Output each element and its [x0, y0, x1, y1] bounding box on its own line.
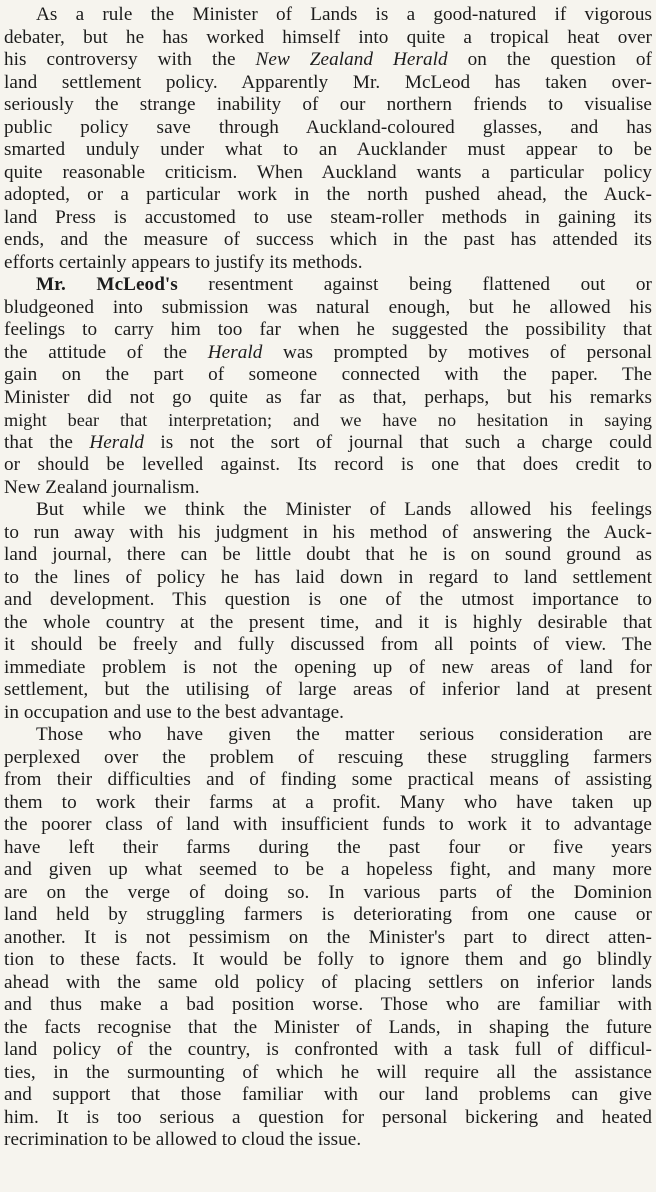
text-line: But while we think the Minister of Lands allowed his feelings: [36, 499, 652, 520]
text-line: and support that those familiar with our land problems can give: [4, 1084, 652, 1105]
text-line: recrimination to be allowed to cloud the issue.: [4, 1129, 362, 1150]
text-line: immediate problem is not the opening up of new areas of land for: [4, 656, 652, 678]
text-line: feelings to carry him too far when he suggested the possibility that: [4, 319, 652, 340]
text-line: the poorer class of land with insufficient funds to work it to advantage: [4, 814, 652, 835]
text-line: land Press is accustomed to use steam-roller methods in gaining its: [4, 206, 652, 228]
text-line: New Zealand journalism.: [4, 476, 200, 498]
text-line: land policy of the country, is confronted with a task full of difficul-: [4, 1039, 652, 1060]
text-line: them to work their farms at a profit. Many who have taken up: [4, 791, 652, 813]
text-line: or should be levelled against. Its record is one that does credit to: [4, 454, 652, 475]
text-line: in occupation and use to the best advantage.: [4, 701, 345, 723]
text-line: bludgeoned into submission was natural enough, but he allowed his: [4, 296, 652, 318]
text-line: have left their farms during the past four or five years: [4, 836, 652, 858]
text-line: his controversy with the New Zealand Herald on the question of: [4, 49, 652, 70]
text-line: the whole country at the present time, and it is highly desirable that: [4, 611, 652, 633]
text-line: and thus make a bad position worse. Those who are familiar with: [4, 994, 652, 1015]
text-line: tion to these facts. It would be folly to ignore them and go blindly: [4, 949, 652, 970]
text-line: adopted, or a particular work in the north pushed ahead, the Auck-: [4, 184, 652, 205]
text-line: might bear that interpretation; and we have no hesitation in saying: [4, 410, 652, 430]
text-line: settlement, but the utilising of large areas of inferior land at present: [4, 679, 652, 700]
text-line: ahead with the same old policy of placing settlers on inferior lands: [4, 971, 652, 993]
text-line: are on the verge of doing so. In various parts of the Dominion: [4, 881, 652, 903]
text-line: land settlement policy. Apparently Mr. McLeod has taken over-: [4, 71, 652, 93]
text-line: to the lines of policy he has laid down in regard to land settlement: [4, 566, 652, 588]
text-line: the facts recognise that the Minister of Lands, in shaping the future: [4, 1016, 652, 1038]
text-line: Mr. McLeod's resentment against being flattened out or: [36, 274, 652, 295]
text-line: smarted unduly under what to an Aucklander must appear to be: [4, 139, 652, 160]
text-line: Minister did not go quite as far as that, perhaps, but his remarks: [4, 386, 652, 408]
text-line: land held by struggling farmers is deteriorating from one cause or: [4, 904, 652, 925]
text-line: ends, and the measure of success which in the past has attended its: [4, 229, 652, 250]
text-line: another. It is not pessimism on the Minister's part to direct atten-: [4, 926, 652, 948]
text-line: land journal, there can be little doubt that he is on sound ground as: [4, 544, 652, 565]
text-line: As a rule the Minister of Lands is a good-natured if vigorous: [36, 4, 652, 25]
text-line: quite reasonable criticism. When Auckland wants a particular policy: [4, 161, 652, 183]
text-line: the attitude of the Herald was prompted by motives of personal: [4, 341, 652, 363]
text-line: that the Herald is not the sort of journal that such a charge could: [4, 431, 652, 453]
article-page: [4, 2, 652, 1188]
text-line: seriously the strange inability of our northern friends to visualise: [4, 94, 652, 115]
text-line: perplexed over the problem of rescuing these struggling farmers: [4, 746, 652, 768]
text-line: to run away with his judgment in his method of answering the Auck-: [4, 521, 652, 543]
text-line: gain on the part of someone connected with the paper. The: [4, 364, 652, 385]
text-line: it should be freely and fully discussed from all points of view. The: [4, 634, 652, 655]
text-line: public policy save through Auckland-coloured glasses, and has: [4, 116, 652, 138]
text-line: Those who have given the matter serious consideration are: [36, 724, 652, 745]
text-line: from their difficulties and of finding some practical means of assisting: [4, 769, 652, 790]
text-line: and development. This question is one of the utmost importance to: [4, 589, 652, 610]
text-line: him. It is too serious a question for personal bickering and heated: [4, 1106, 652, 1128]
text-line: debater, but he has worked himself into quite a tropical heat over: [4, 26, 652, 48]
text-line: ties, in the surmounting of which he will require all the assistance: [4, 1061, 652, 1083]
text-line: efforts certainly appears to justify its methods.: [4, 251, 363, 273]
text-line: and given up what seemed to be a hopeless fight, and many more: [4, 859, 652, 880]
